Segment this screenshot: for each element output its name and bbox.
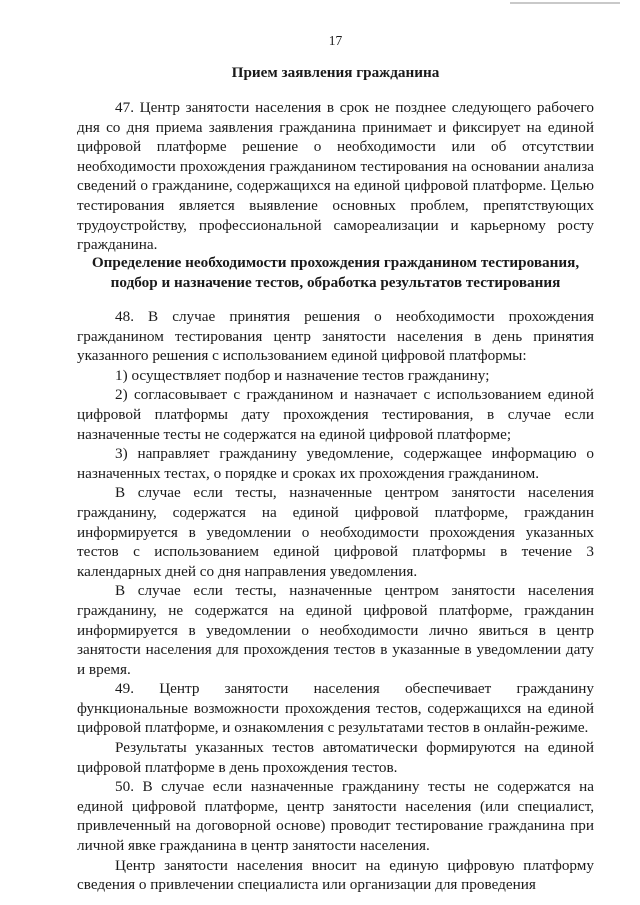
page-number: 17 bbox=[328, 33, 343, 48]
paragraph-48-item-3: 3) направляет гражданину уведомление, содержащее информацию о назначенных тестах, о порядке и сроках их прохождения гражданином. bbox=[77, 445, 594, 482]
paragraph-48-online-case: В случае если тесты, назначенные центром занятости населения гражданину, содержатся на единой цифровой платформе, гражданин информируется в уведомлении о необходимости прохождения указанных тестов с использованием единой цифровой платформы в течение 3 календарных дней со дня направления уведомления. bbox=[77, 484, 594, 580]
paragraph-49: 49. Центр занятости населения обеспечивает гражданину функциональные возможности прохождения тестов, содержащихся на единой цифровой платформе, и ознакомления с результатами тестов в онлайн-режиме. bbox=[77, 680, 594, 737]
section-title-testing bbox=[77, 253, 594, 292]
paragraph-50: 50. В случае если назначенные гражданину тесты не содержатся на единой цифровой платформе, центр занятости населения (или специалист, привлеченный на договорной основе) проводит тестирование гражданина при личной явке гражданина в центр занятости населения. bbox=[77, 778, 594, 855]
paragraph-48-item-1: 1) осуществляет подбор и назначение тестов гражданину; bbox=[115, 366, 490, 384]
document-page bbox=[77, 0, 594, 905]
paragraph-49-results: Результаты указанных тестов автоматически формируются на единой цифровой платформе в день прохождения тестов. bbox=[77, 739, 594, 776]
paragraph-48-offline-case: В случае если тесты, назначенные центром занятости населения гражданину, не содержатся на единой цифровой платформе, гражданин информируется в уведомлении о необходимости лично явиться в центр занятости населения для прохождения тестов в указанные в уведомлении дату и время. bbox=[77, 582, 594, 678]
section-title-testing-line2: подбор и назначение тестов, обработка результатов тестирования bbox=[110, 273, 561, 291]
section-title-testing-line1: Определение необходимости прохождения гражданином тестирования, bbox=[91, 254, 580, 271]
section-title-application: Прием заявления гражданина bbox=[231, 64, 440, 81]
section-body-testing bbox=[77, 307, 594, 895]
paragraph-47: 47. Центр занятости населения в срок не позднее следующего рабочего дня со дня приема заявления гражданина принимает и фиксирует на единой цифровой платформе решение о необходимости или об отсутствии необходимости прохождения гражданином тестирования на основании анализа сведений о гражданине, содержащихся на единой цифровой платформе. Целью тестирования является выявление основных проблем, препятствующих трудоустройству, профессиональной самореализации и карьерному росту гражданина. bbox=[77, 99, 594, 254]
paragraph-50-specialist: Центр занятости населения вносит на единую цифровую платформу сведения о привлечении специалиста или организации для проведения bbox=[77, 856, 594, 894]
paragraph-48-item-2: 2) согласовывает с гражданином и назначает с использованием единой цифровой платформы дату прохождения тестирования, в случае если назначенные тесты не содержатся на единой цифровой платформе; bbox=[77, 386, 594, 443]
paragraph-48: 48. В случае принятия решения о необходимости прохождения гражданином тестирования центр занятости населения в день принятия указанного решения с использованием единой цифровой платформы: bbox=[77, 308, 594, 365]
section-body-application bbox=[77, 98, 594, 255]
